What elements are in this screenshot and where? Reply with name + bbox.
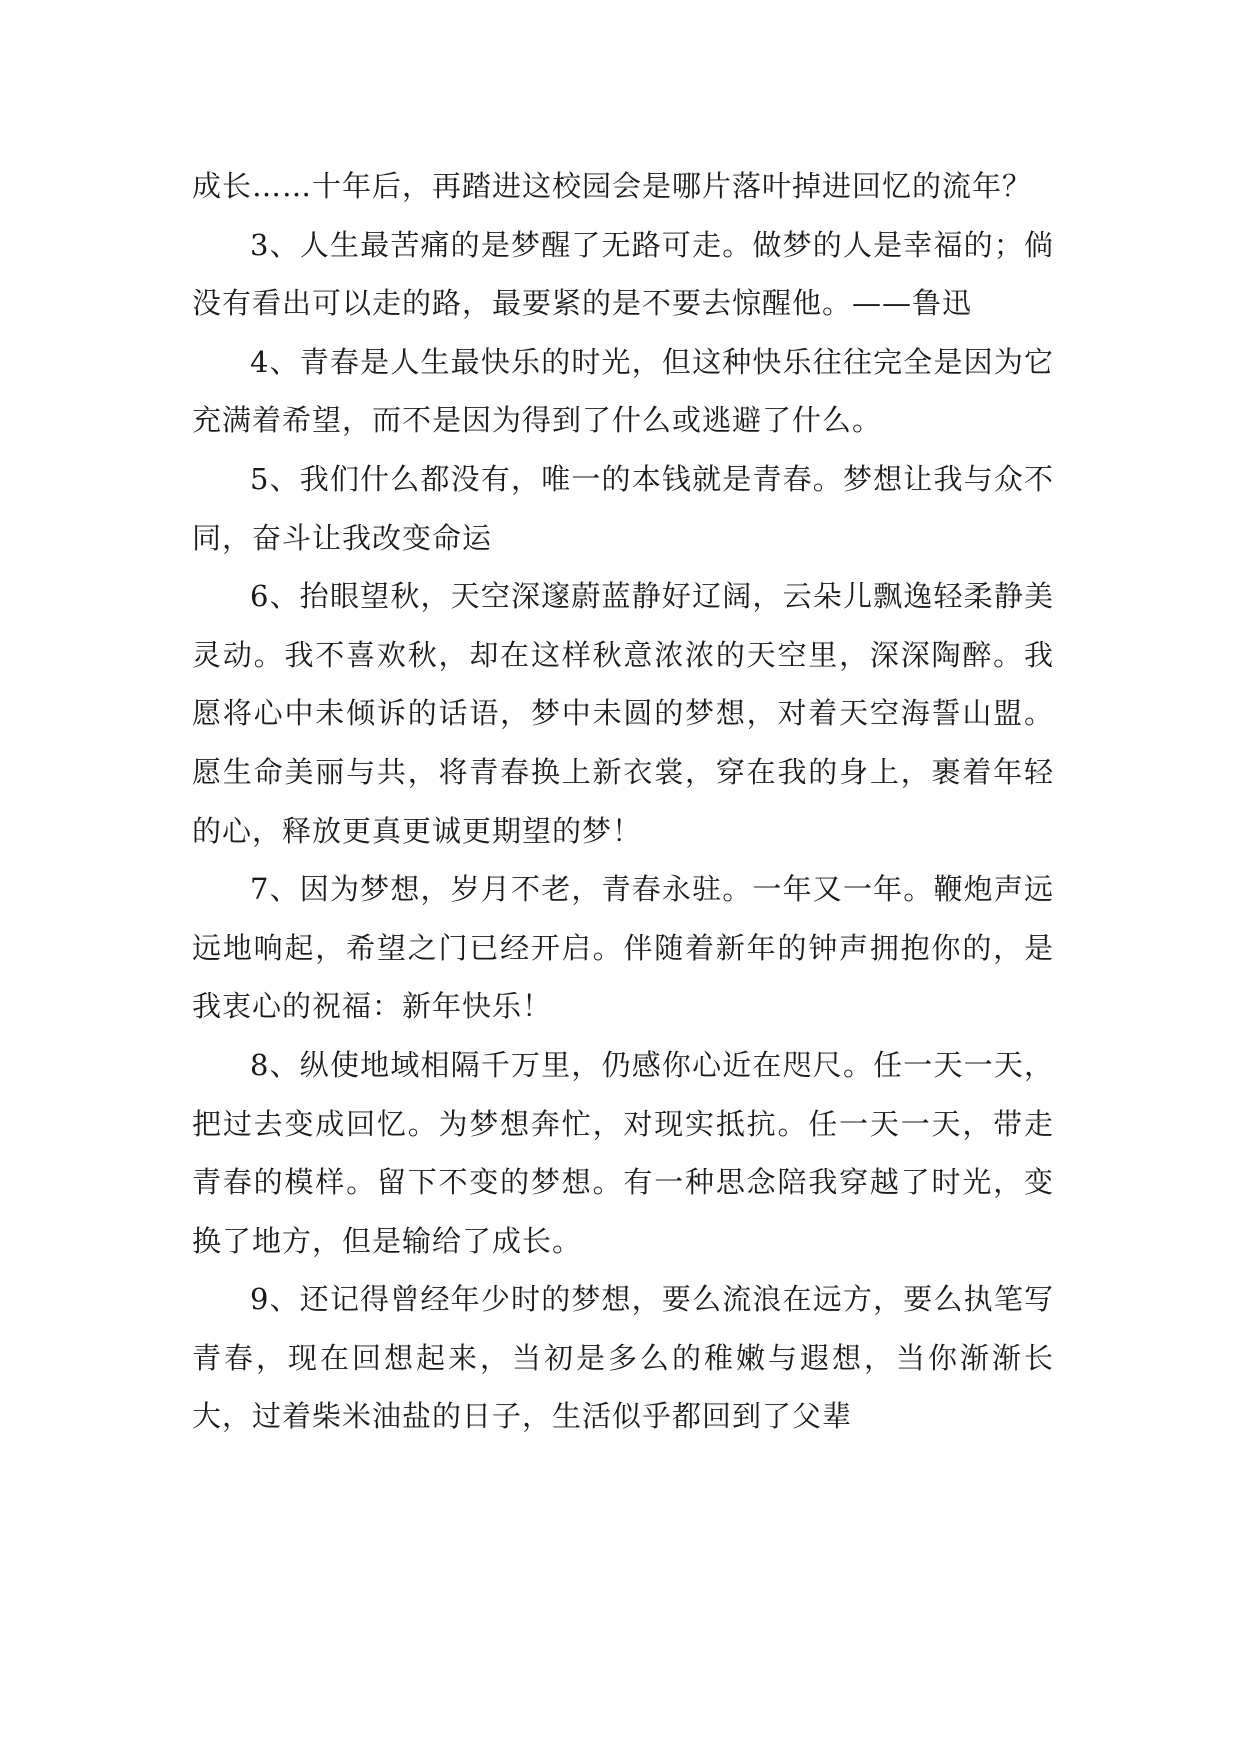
paragraph-quote-3: 3、人生最苦痛的是梦醒了无路可走。做梦的人是幸福的；倘没有看出可以走的路，最要紧的是不要去惊醒他。——鲁迅 xyxy=(192,227,1054,321)
paragraph-quote-6: 6、抬眼望秋，天空深邃蔚蓝静好辽阔，云朵儿飘逸轻柔静美灵动。我不喜欢秋，却在这样秋意浓浓的天空里，深深陶醉。我愿将心中未倾诉的话语，梦中未圆的梦想，对着天空海誓山盟。愿生命美丽与共，将青春换上新衣裳，穿在我的身上，裹着年轻的心，释放更真更诚更期望的梦！ xyxy=(192,579,1054,848)
paragraph-quote-5: 5、我们什么都没有，唯一的本钱就是青春。梦想让我与众不同，奋斗让我改变命运 xyxy=(192,461,1054,555)
paragraph-quote-8: 8、纵使地域相隔千万里，仍感你心近在咫尺。任一天一天，把过去变成回忆。为梦想奔忙，对现实抵抗。任一天一天，带走青春的模样。留下不变的梦想。有一种思念陪我穿越了时光，变换了地方，但是输给了成长。 xyxy=(192,1047,1054,1258)
paragraph-quote-7: 7、因为梦想，岁月不老，青春永驻。一年又一年。鞭炮声远远地响起，希望之门已经开启。伴随着新年的钟声拥抱你的，是我衷心的祝福：新年快乐！ xyxy=(192,872,1054,1024)
paragraph-continuation: 成长……十年后，再踏进这校园会是哪片落叶掉进回忆的流年？ xyxy=(192,169,1033,203)
paragraph-quote-9: 9、还记得曾经年少时的梦想，要么流浪在远方，要么执笔写青春，现在回想起来，当初是多么的稚嫩与遐想，当你渐渐长大，过着柴米油盐的日子，生活似乎都回到了父辈 xyxy=(192,1282,1054,1434)
paragraph-quote-4: 4、青春是人生最快乐的时光，但这种快乐往往完全是因为它充满着希望，而不是因为得到了什么或逃避了什么。 xyxy=(192,344,1054,438)
document-body xyxy=(192,157,1054,1446)
